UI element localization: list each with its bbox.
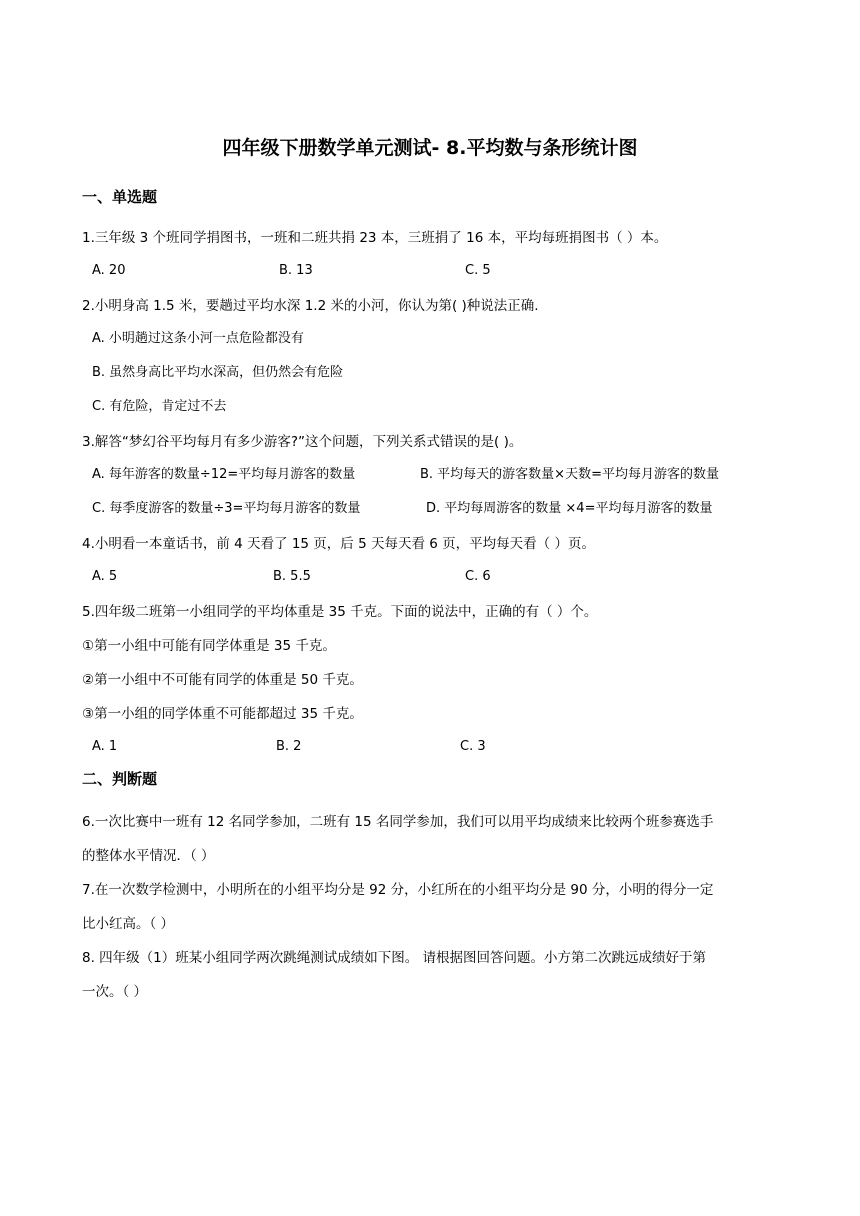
question-7-line-1: 7.在一次数学检测中，小明所在的小组平均分是 92 分，小红所在的小组平均分是 90 分，小明的得分一定	[82, 882, 714, 898]
question-2-option-b[interactable]: B. 虽然身高比平均水深高，但仍然会有危险	[92, 365, 344, 380]
question-8-line-1: 8. 四年级（1）班某小组同学两次跳绳测试成绩如下图。 请根据图回答问题。小方第二次跳远成绩好于第	[82, 950, 707, 966]
page-title: 四年级下册数学单元测试- 8.平均数与条形统计图	[222, 137, 638, 159]
question-6-line-2: 的整体水平情况．（ ）	[82, 848, 215, 864]
question-4-option-b[interactable]: B. 5.5	[273, 569, 311, 584]
question-5-statement-3: ③第一小组的同学体重不可能都超过 35 千克。	[82, 706, 363, 722]
question-1-text: 1.三年级 3 个班同学捐图书，一班和二班共捐 23 本，三班捐了 16 本，平均每班捐图书（ ）本。	[82, 230, 668, 246]
question-5-statement-1: ①第一小组中可能有同学体重是 35 千克。	[82, 638, 336, 654]
question-1-option-b[interactable]: B. 13	[279, 263, 313, 278]
question-5-option-b[interactable]: B. 2	[276, 739, 302, 754]
question-3-option-c[interactable]: C. 每季度游客的数量÷3=平均每月游客的数量	[92, 501, 361, 516]
question-4-option-a[interactable]: A. 5	[92, 569, 118, 584]
section-heading-single-choice: 一、单选题	[82, 188, 158, 206]
question-3-option-d[interactable]: D. 平均每周游客的数量 ×4=平均每月游客的数量	[426, 501, 713, 516]
question-7-text	[82, 873, 779, 941]
question-7-line-2: 比小红高。（ ）	[82, 916, 175, 932]
question-4-option-c[interactable]: C. 6	[465, 569, 491, 584]
question-5-option-c[interactable]: C. 3	[460, 739, 486, 754]
question-1-option-c[interactable]: C. 5	[465, 263, 491, 278]
question-4-text: 4.小明看一本童话书，前 4 天看了 15 页，后 5 天每天看 6 页，平均每天看（ ）页。	[82, 536, 595, 552]
question-2-option-c[interactable]: C. 有危险，肯定过不去	[92, 399, 227, 414]
question-6-line-1: 6.一次比赛中一班有 12 名同学参加，二班有 15 名同学参加，我们可以用平均成绩来比较两个班参赛选手	[82, 814, 714, 830]
question-2-text: 2.小明身高 1.5 米，要趟过平均水深 1.2 米的小河，你认为第( )种说法正确.	[82, 298, 539, 314]
question-8-line-2: 一次。（ ）	[82, 984, 148, 1000]
question-3-option-b[interactable]: B. 平均每天的游客数量×天数=平均每月游客的数量	[420, 467, 719, 482]
question-5-text: 5.四年级二班第一小组同学的平均体重是 35 千克。下面的说法中，正确的有（ ）个。	[82, 604, 598, 620]
question-2-option-a[interactable]: A. 小明趟过这条小河一点危险都没有	[92, 331, 304, 346]
question-8-text	[82, 941, 779, 1009]
question-3-text: 3.解答“梦幻谷平均每月有多少游客?”这个问题，下列关系式错误的是( )。	[82, 434, 523, 450]
section-heading-true-false: 二、判断题	[82, 770, 158, 788]
question-3-option-a[interactable]: A. 每年游客的数量÷12=平均每月游客的数量	[92, 467, 356, 482]
question-6-text	[82, 805, 779, 873]
question-5-option-a[interactable]: A. 1	[92, 739, 118, 754]
question-1-option-a[interactable]: A. 20	[92, 263, 126, 278]
question-5-statement-2: ②第一小组中不可能有同学的体重是 50 千克。	[82, 672, 363, 688]
